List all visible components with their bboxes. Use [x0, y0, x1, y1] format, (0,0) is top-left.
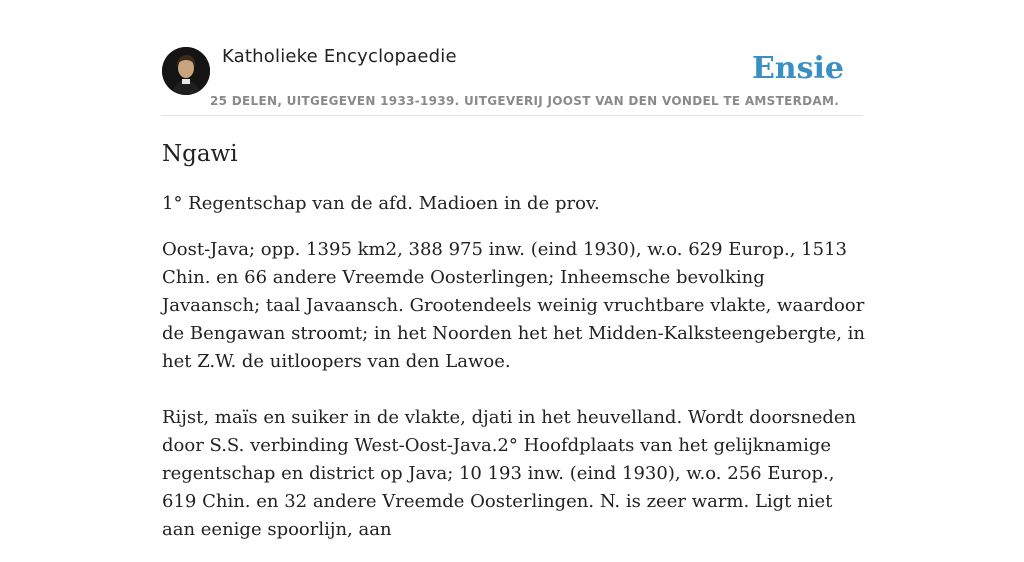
encyclopedia-title[interactable]: Katholieke Encyclopaedie — [222, 46, 457, 67]
ensie-logo[interactable]: Ensie — [751, 51, 844, 86]
article — [162, 138, 868, 562]
article-title: Ngawi — [162, 141, 238, 167]
site-header — [162, 46, 862, 116]
encyclopedia-avatar[interactable] — [162, 47, 210, 95]
article-paragraph: 1° Regentschap van de afd. Madioen in de prov. — [162, 193, 600, 214]
article-paragraph: Oost-Java; opp. 1395 km2, 388 975 inw. (eind 1930), w.o. 629 Europ., 1513 Chin. en 66 andere Vreemde Oosterlingen; Inheemsche bevolking Javaansch; taal Javaansch. Grootendeels weinig vruchtbare vlakte, waardoor de Bengawan stroomt; in het Noorden het het Midden-Kalksteengebergte, in het Z.W. de uitloopers van den Lawoe. Rijst, maïs en suiker in de vlakte, djati in het heuvelland. Wordt doorsneden door S.S. verbinding West-Oost-Java.2° Hoofdplaats van het gelijknamige regentschap en district op Java; 10 193 inw. (eind 1930), w.o. 256 Europ., 619 Chin. en 32 andere Vreemde Oosterlingen. N. is zeer warm. Ligt niet aan eenige spoorlijn, aan — [162, 239, 866, 540]
encyclopedia-subtitle: 25 DELEN, UITGEGEVEN 1933-1939. UITGEVERIJ JOOST VAN DEN VONDEL TE AMSTERDAM. — [210, 94, 840, 108]
